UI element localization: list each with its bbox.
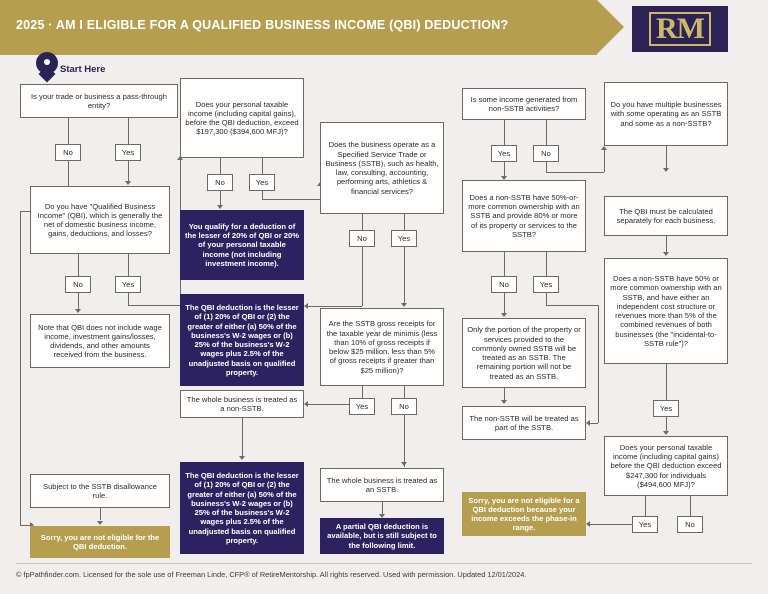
connector — [382, 502, 383, 514]
node-non-sstb-part-of-sstb: The non-SSTB will be treated as part of the SSTB. — [462, 406, 586, 440]
arrow — [586, 521, 590, 527]
connector — [546, 252, 547, 276]
answer-yes-phase-in[interactable]: Yes — [632, 516, 658, 533]
connector — [645, 496, 646, 516]
connector — [362, 386, 363, 398]
arrow — [663, 168, 669, 172]
node-q-taxable-income: Does your personal taxable income (including capital gains), before the QBI deduction, exceed $197,300 ($394,600 MFJ)? — [180, 78, 304, 158]
arrow — [601, 146, 607, 150]
arrow — [217, 205, 223, 209]
arrow — [401, 303, 407, 307]
answer-yes-passthrough[interactable]: Yes — [115, 144, 141, 161]
answer-no-de-minimis[interactable]: No — [391, 398, 417, 415]
answer-yes-de-minimis[interactable]: Yes — [349, 398, 375, 415]
connector — [590, 524, 632, 525]
connector — [20, 211, 21, 525]
connector — [220, 191, 221, 205]
map-pin-icon — [36, 52, 58, 82]
arrow — [663, 252, 669, 256]
arrow — [501, 400, 507, 404]
footer-text: © fpPathfinder.com. Licensed for the sole use of Freeman Linde, CFP® of RetireMentorship. All rights reserved. Used with permission. Updated 12/01/2024. — [16, 570, 527, 579]
connector — [308, 404, 349, 405]
connector — [546, 305, 598, 306]
arrow — [75, 309, 81, 313]
connector — [504, 120, 505, 145]
connector — [504, 252, 505, 276]
arrow — [663, 431, 669, 435]
connector — [128, 305, 180, 306]
node-qbi-deduction-w2-limit-2: The QBI deduction is the lesser of (1) 20% of QBI or (2) the greater of either (a) 50% of the business's W-2 wages or (b) 25% of the business's W-2 wages plus 2.5% of the unadjusted basis on qualified property. — [180, 462, 304, 554]
connector — [308, 306, 362, 307]
connector — [78, 254, 79, 276]
connector — [262, 199, 320, 200]
answer-no-phase-in[interactable]: No — [677, 516, 703, 533]
node-q-de-minimis: Are the SSTB gross receipts for the taxable year de minimis (less than 10% of gross receipts if below $25 million, less than 5% of gross receipts if greater than $25 million)? — [320, 308, 444, 386]
answer-no-50-common[interactable]: No — [491, 276, 517, 293]
answer-yes-incidental[interactable]: Yes — [653, 400, 679, 417]
connector — [362, 247, 363, 306]
answer-no-taxable-income[interactable]: No — [207, 174, 233, 191]
connector — [78, 293, 79, 309]
connector — [128, 161, 129, 181]
node-q-sstb: Does the business operate as a Specified Service Trade or Business (SSTB), such as health, law, consulting, accounting, performing arts, athletics & financial services? — [320, 122, 444, 214]
connector — [20, 525, 30, 526]
arrow — [97, 521, 103, 525]
start-here-label: Start Here — [60, 64, 106, 75]
connector — [404, 214, 405, 230]
logo-container — [632, 6, 728, 52]
connector — [220, 158, 221, 174]
answer-yes-sstb[interactable]: Yes — [391, 230, 417, 247]
arrow — [125, 181, 131, 185]
connector — [546, 120, 547, 145]
connector — [262, 191, 263, 199]
connector — [666, 146, 667, 168]
node-income-exceeds-phase-in: Sorry, you are not eligible for a QBI deduction because your income exceeds the phase-in range. — [462, 492, 586, 536]
connector — [504, 162, 505, 176]
connector — [128, 293, 129, 305]
connector — [504, 388, 505, 400]
node-calculate-qbi-separately: The QBI must be calculated separately for each business. — [604, 196, 728, 236]
node-whole-business-non-sstb: The whole business is treated as a non-SSTB. — [180, 390, 304, 418]
connector — [666, 417, 667, 431]
node-q-multiple-businesses: Do you have multiple businesses with some operating as an SSTB and some as a non-SSTB? — [604, 82, 728, 146]
node-q-phase-in-threshold: Does your personal taxable income (including capital gains) before the QBI deduction exceed $247,300 for individuals ($494,600 MFJ)? — [604, 436, 728, 496]
page-title: 2025 · AM I ELIGIBLE FOR A QUALIFIED BUSINESS INCOME (QBI) DEDUCTION? — [16, 18, 509, 32]
node-q-50-common-ownership: Does a non-SSTB have 50%-or-more common ownership with an SSTB and provide 80% or more of its property or services to the SSTB? — [462, 180, 586, 252]
node-partial-qbi-deduction: A partial QBI deduction is available, but is still subject to the following limit. — [320, 518, 444, 554]
connector — [262, 158, 263, 174]
arrow — [239, 456, 245, 460]
connector — [666, 364, 667, 400]
node-not-eligible-qbi: Sorry, you are not eligible for the QBI deduction. — [30, 526, 170, 558]
node-q-non-sstb-income: Is some income generated from non-SSTB activities? — [462, 88, 586, 120]
node-whole-business-sstb: The whole business is treated as an SSTB. — [320, 468, 444, 502]
connector — [666, 236, 667, 252]
connector — [546, 172, 604, 173]
answer-yes-50-common[interactable]: Yes — [533, 276, 559, 293]
connector — [546, 162, 547, 172]
connector — [404, 247, 405, 303]
footer-divider — [16, 563, 752, 564]
connector — [404, 386, 405, 398]
node-qualify-lesser-20pct: You qualify for a deduction of the lesser of 20% of QBI or 20% of your personal taxable income (not including investment income). — [180, 210, 304, 280]
connector — [100, 508, 101, 520]
answer-yes-qbi-definition[interactable]: Yes — [115, 276, 141, 293]
connector — [68, 118, 69, 144]
arrow — [501, 313, 507, 317]
answer-no-sstb[interactable]: No — [349, 230, 375, 247]
connector — [590, 423, 598, 424]
answer-no-passthrough[interactable]: No — [55, 144, 81, 161]
answer-no-qbi-definition[interactable]: No — [65, 276, 91, 293]
node-q-passthrough: Is your trade or business a pass-through entity? — [20, 84, 178, 118]
retirementorship-logo — [632, 6, 728, 52]
connector — [128, 118, 129, 144]
connector — [404, 415, 405, 467]
connector — [362, 214, 363, 230]
node-q-qbi-definition: Do you have "Qualified Business Income" (QBI), which is generally the net of domestic business income, gains, deductions, and losses? — [30, 186, 170, 254]
node-q-incidental-to-sstb: Does a non-SSTB have 50% or more common ownership with an SSTB, and have either an independent cost structure or revenues more than 5% of the combined revenues of both businesses (the "incidental-to-SSTB rule")? — [604, 258, 728, 364]
answer-no-non-sstb-income[interactable]: No — [533, 145, 559, 162]
connector — [242, 418, 243, 456]
connector — [690, 496, 691, 516]
node-subject-to-sstb-rule: Subject to the SSTB disallowance rule. — [30, 474, 170, 508]
arrow — [401, 462, 407, 466]
connector — [504, 293, 505, 313]
answer-yes-non-sstb-income[interactable]: Yes — [491, 145, 517, 162]
answer-yes-taxable-income[interactable]: Yes — [249, 174, 275, 191]
connector — [546, 293, 547, 305]
logo-text: RM — [649, 12, 711, 46]
node-note-qbi-exclusions: Note that QBI does not include wage income, investment gains/losses, dividends, and other amounts received from the business. — [30, 314, 170, 368]
connector — [604, 150, 605, 172]
arrow — [586, 420, 590, 426]
connector — [128, 254, 129, 276]
node-qbi-deduction-w2-limit: The QBI deduction is the lesser of (1) 20% of QBI or (2) the greater of either (a) 50% of the business's W-2 wages or (b) 25% of the business's W-2 wages plus 2.5% of the unadjusted basis on qualified property. — [180, 294, 304, 386]
node-only-portion-sstb: Only the portion of the property or services provided to the commonly owned SSTB will be treated as an SSTB. The remaining portion will not be treated as an SSTB. — [462, 318, 586, 388]
connector — [598, 305, 599, 423]
